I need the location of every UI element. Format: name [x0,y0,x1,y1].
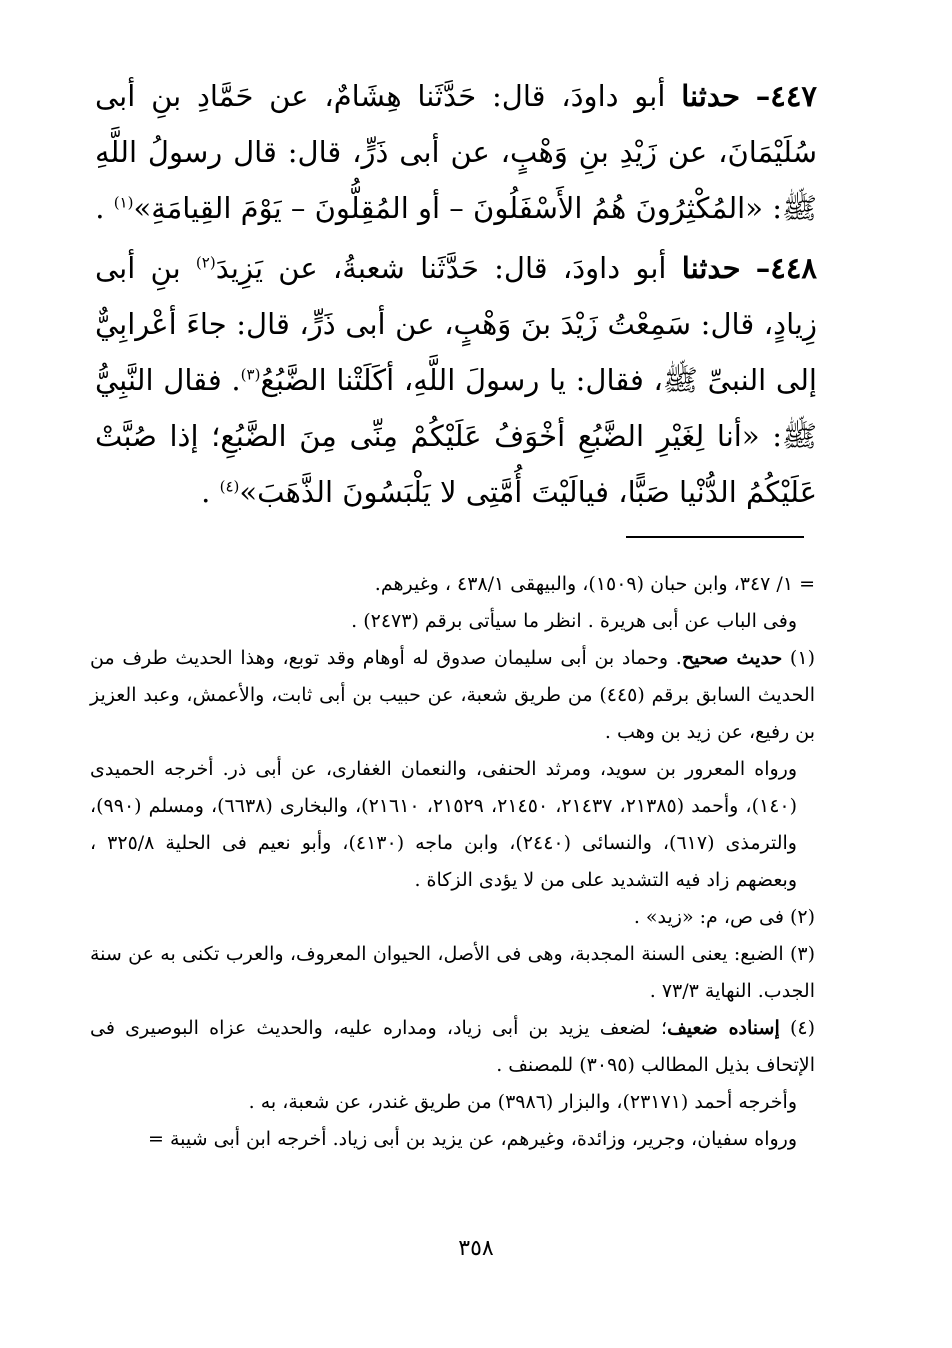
footnote-4-paragraph: وأخرجه أحمد (٢٣١٧١)، والبزار (٣٩٨٦) من طريق غندر، عن شعبة، به . [248,1091,797,1113]
footnote-marker: (٢) [195,253,216,272]
hadith-text: بنِ أبى زِيادٍ، قال: سَمِعْتُ زَيْدَ بنَ وَهْبٍ، عن أبى ذَرٍّ، قال: جاءَ أعْرابِيٌّ إلى النبىِّ ﷺ، فقال: يا رسولَ اللَّهِ، أكَلَتْنا الضَّبُعُ [95,251,817,397]
footnote-text: ؛ لضعف يزيد بن أبى زياد، ومداره عليه، والحديث عزاه البوصيرى فى الإتحاف بذيل المطالب (٣٠٩٥) للمصنف . [90,1017,815,1076]
footnote-marker: (٤) [219,477,240,496]
page-number: ٣٥٨ [458,1236,494,1261]
hadith-lead-word: حدثنا [681,79,740,113]
footnote-marker: (٣) [240,365,261,384]
hadith-number: ٤٤٨– [755,251,818,285]
hadith-number: ٤٤٧– [755,79,817,113]
hadith-end: . [95,191,105,225]
footnote-marker: (١) [113,193,134,212]
hadith-447 [95,68,817,236]
hadith-text: أبو داودَ، قال: حَدَّثَنا هِشَامٌ، عن حَمَّادِ بنِ أبى سُلَيْمَانَ، عن زَيْدِ بنِ وَهْبٍ، عن أبى ذَرٍّ، قال: قال رسولُ اللَّهِ ﷺ: «المُكْثِرُونَ هُمُ الأَسْفَلُونَ – أو المُقِلُّونَ – يَوْمَ القِيامَةِ» [95,79,817,225]
grading-label: إسناده ضعيف [667,1017,780,1039]
footnote-1-paragraph: ورواه المعرور بن سويد، ومرثد الحنفى، والنعمان الغفارى، عن أبى ذر. أخرجه الحميدى (١٤٠)، وأحمد (٢١٣٨٥، ٢١٤٣٧، ٢١٤٥٠، ٢١٥٢٩، ٢١٦١٠)، والبخارى (٦٦٣٨)، ومسلم (٩٩٠)، والترمذى (٦١٧)، والنسائى (٢٤٤٠)، وابن ماجه (٤١٣٠)، وأبو نعيم فى الحلية ٣٢٥/٨ ، وبعضهم زاد فيه التشديد على من لا يؤدى الزكاة . [90,758,798,891]
grading-label: حديث صحيح [681,647,783,669]
footnote-text: . وحماد بن أبى سليمان صدوق له أوهام وقد توبع، وهذا الحديث طرف من الحديث السابق برقم (٤٤٥) من طريق شعبة، عن حبيب بن أبى ثابت، والأعمش، وعبد العزيز بن رفيع، عن زيد بن وهب . [90,647,815,743]
footnote-continuation: وفى الباب عن أبى هريرة . انظر ما سيأتى برقم (٢٤٧٣) . [351,610,797,632]
hadith-lead-word: حدثنا [681,251,741,285]
footnote-continuation: = ١/ ٣٤٧، وابن حبان (١٥٠٩)، والبيهقى ٤٣٨/١ ، وغيرهم. [374,573,815,595]
footnote-separator [626,536,804,538]
footnote-4-paragraph: ورواه سفيان، وجرير، وزائدة، وغيرهم، عن يزيد بن أبى زياد. أخرجه ابن أبى شيبة = [148,1128,797,1150]
footnote-2: (٢) فى ص، م: «زيد» . [633,906,815,928]
hadith-448 [95,240,817,520]
hadith-end: . [201,475,211,509]
footnote-3: (٣) الضبع: يعنى السنة المجدبة، وهى فى الأصل، الحيوان المعروف، والعرب تكنى به عن سنة الجدب. النهاية ٧٣/٣ . [90,943,815,1002]
footnote-label: (٤) [789,1017,816,1039]
footnote-1 [90,640,815,751]
hadith-text: أبو داودَ، قال: حَدَّثَنا شعبةُ، عن يَزِيدَ [215,251,667,285]
footnotes [90,566,815,1158]
footnote-4 [90,1010,815,1084]
footnote-label: (١) [789,647,815,669]
hadith-text: . فقال النَّبِيُّ ﷺ: «أنا لِغَيْرِ الضَّبُعِ أخْوَفُ عَلَيْكُمْ مِنِّى مِنَ الضَّبُعِ؛ إذا صُبَّتْ عَلَيْكُمُ الدُّنْيا صَبًّا، فيالَيْتَ أُمَّتِى لا يَلْبَسُونَ الذَّهَبَ» [95,363,817,509]
